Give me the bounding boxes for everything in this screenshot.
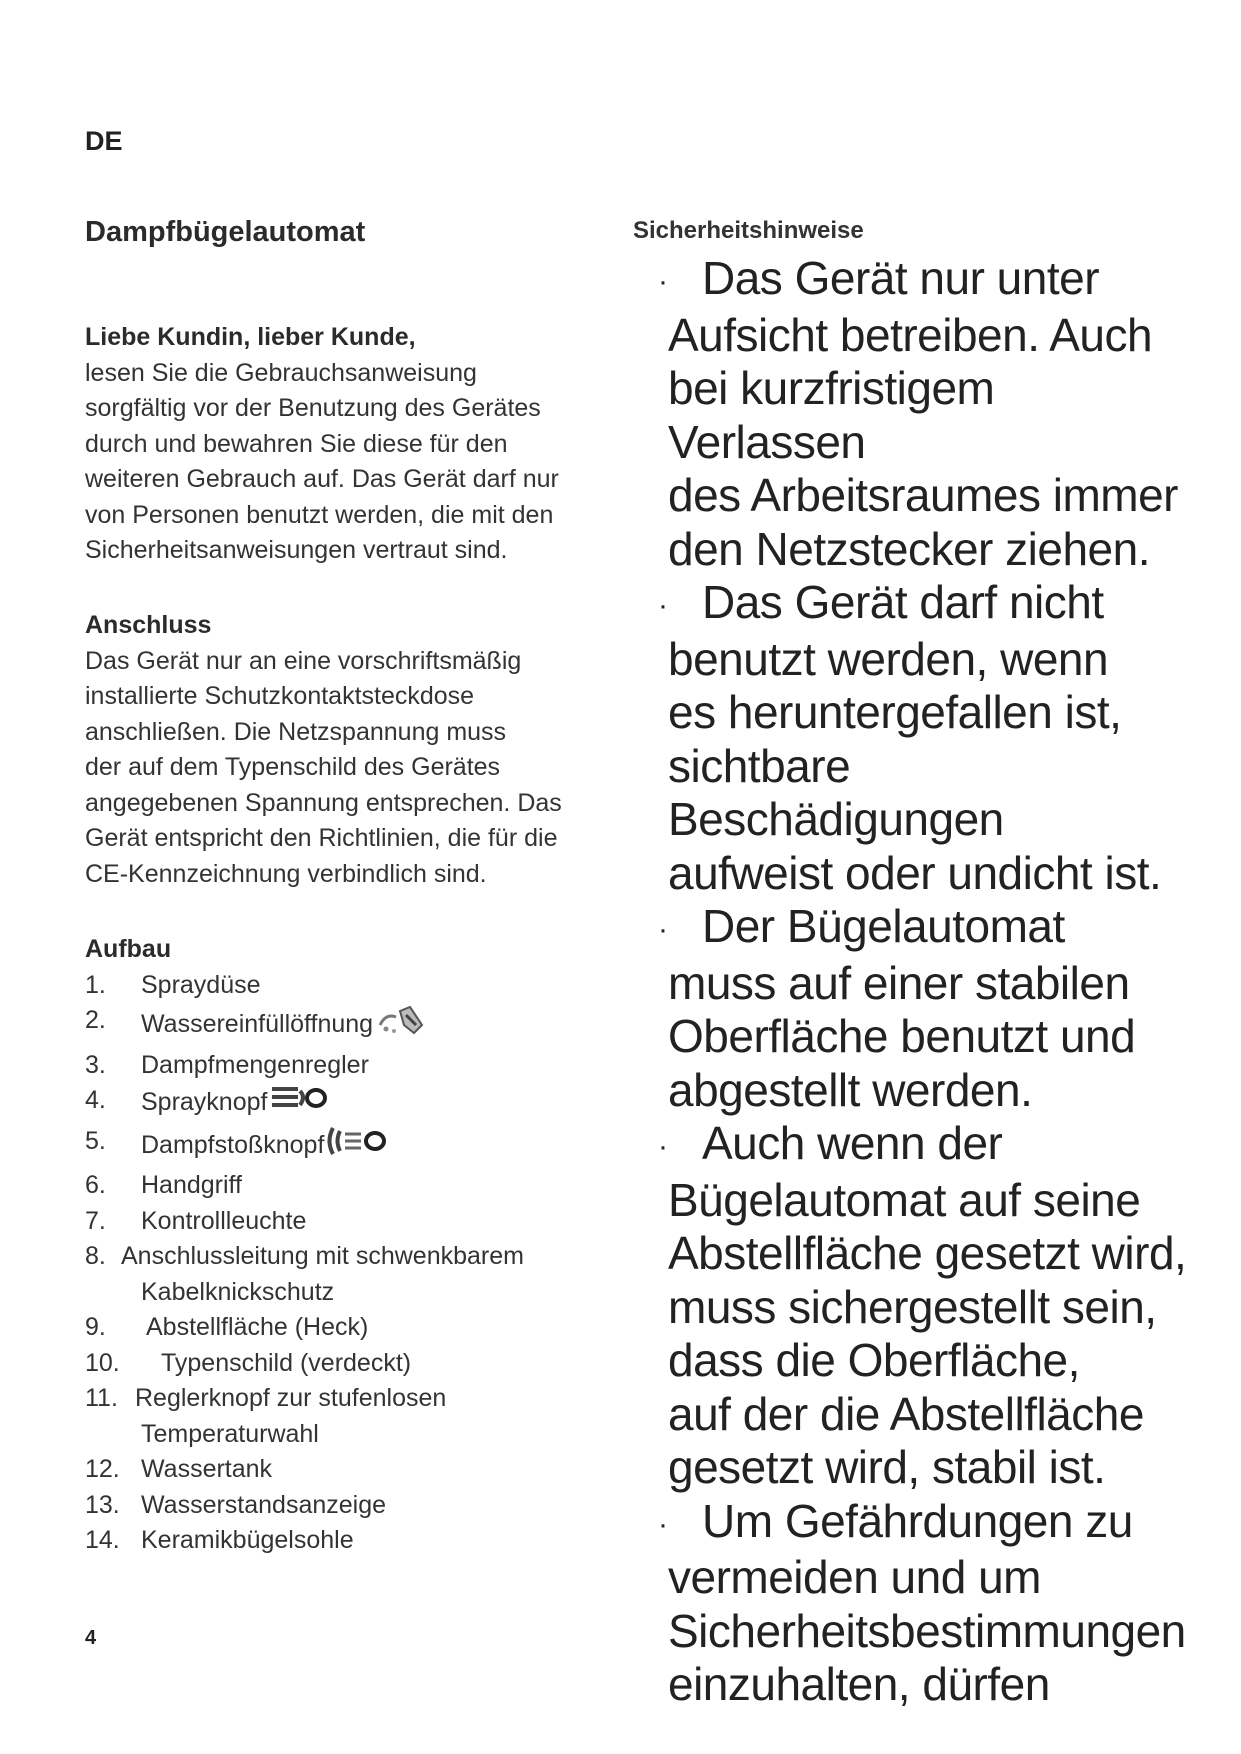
safety-line: bei kurzfristigem Verlassen [668,362,995,468]
part-label: Dampfmengenregler [141,1050,369,1079]
safety-line: Sicherheitsbestimmungen [668,1604,1186,1657]
part-number: 7. [85,1206,106,1235]
intro-line: von Personen benutzt werden, die mit den [85,500,554,529]
part-label: Abstellfläche (Heck) [146,1313,369,1341]
part-number: 6. [85,1171,106,1199]
list-item [85,1168,605,1204]
list-item [85,1488,605,1524]
safety-line: des Arbeitsraumes immer [668,469,1178,522]
part-number: 8. [85,1242,106,1270]
intro-line: weiteren Gebrauch auf. Das Gerät darf nur [85,465,559,493]
bullet-marker: · [658,589,668,623]
connection-line: angegebenen Spannung entsprechen. Das [85,788,562,817]
safety-line: den Netzstecker ziehen. [668,522,1150,575]
part-label: Sprayknopf [141,1087,268,1116]
safety-line: Der Bügelautomat [702,900,1065,953]
part-label: Typenschild (verdeckt) [161,1348,412,1377]
list-item [85,1003,605,1048]
spray-icon [270,1083,328,1124]
page-number: 4 [85,1627,97,1649]
construction-section [85,932,605,1559]
part-label-continued: Kabelknickschutz [141,1277,335,1306]
part-label: Handgriff [141,1171,242,1199]
list-item [85,1523,605,1559]
safety-line: aufweist oder undicht ist. [668,846,1162,899]
connection-heading: Anschluss [85,611,212,639]
part-number: 14. [85,1526,120,1554]
safety-line: sichtbare Beschädigungen [668,739,1004,846]
list-item [85,1083,605,1124]
safety-line: Abstellfläche gesetzt wird, [668,1227,1187,1280]
list-item [85,1310,605,1346]
list-item [85,1381,605,1452]
safety-line: abgestellt werden. [668,1063,1033,1116]
part-label-continued: Temperaturwahl [141,1419,319,1448]
part-number: 5. [85,1126,106,1155]
greeting: Liebe Kundin, lieber Kunde, [85,323,416,351]
bullet-marker: · [658,1507,668,1541]
safety-item [658,576,1188,633]
list-item [85,968,605,1004]
part-number: 1. [85,970,106,999]
part-label: Wasserstandsanzeige [141,1490,387,1519]
parts-list [85,968,605,1559]
list-item [85,1124,605,1169]
safety-item [658,1494,1188,1552]
construction-heading: Aufbau [85,935,172,963]
list-item [85,1452,605,1488]
bullet-marker: · [658,265,668,299]
connection-line: installierte Schutzkontaktsteckdose [85,682,475,710]
intro-line: Sicherheitsanweisungen vertraut sind. [85,536,508,564]
connection-line: anschließen. Die Netzspannung muss [85,717,507,746]
connection-line: der auf dem Typenschild des Gerätes [85,753,501,781]
safety-line: vermeiden und um [668,1551,1041,1604]
connection-line: Das Gerät nur an eine vorschriftsmäßig [85,646,522,675]
safety-line: auf der die Abstellfläche [668,1387,1144,1440]
safety-line: einzuhalten, dürfen [668,1658,1050,1711]
safety-line: Das Gerät darf nicht [702,576,1104,629]
bullet-marker: · [658,913,668,947]
safety-item [658,1117,1188,1174]
list-item [85,1346,605,1382]
language-code: DE [85,126,123,156]
list-item [85,1204,605,1240]
part-number: 11. [85,1384,118,1412]
safety-line: muss auf einer stabilen [668,956,1130,1009]
water-fill-icon [376,1003,428,1048]
safety-line: es heruntergefallen ist, [668,686,1122,739]
safety-item [658,900,1188,957]
intro-line: lesen Sie die Gebrauchsanweisung [85,358,477,387]
steam-burst-icon [327,1124,389,1169]
intro-line: durch und bewahren Sie diese für den [85,429,508,458]
safety-line: muss sichergestellt sein, [668,1280,1157,1333]
list-item [85,1048,605,1084]
document-title: Dampfbügelautomat [85,216,366,248]
connection-line: CE-Kennzeichnung verbindlich sind. [85,859,487,888]
safety-line: Oberfläche benutzt und [668,1010,1136,1063]
connection-line: Gerät entspricht den Richtlinien, die für die [85,824,558,852]
safety-line: benutzt werden, wenn [668,632,1109,685]
part-number: 4. [85,1086,106,1114]
part-label: Wassereinfüllöffnung [141,1009,374,1038]
list-item [85,1239,605,1310]
part-label: Spraydüse [141,970,261,999]
safety-line: Auch wenn der [702,1117,1003,1170]
part-number: 12. [85,1455,120,1483]
safety-item [658,252,1188,309]
part-label: Keramikbügelsohle [141,1526,354,1554]
intro-line: sorgfältig vor der Benutzung des Gerätes [85,394,541,422]
safety-line: Das Gerät nur unter [702,252,1100,304]
part-number: 10. [85,1348,120,1377]
part-label: Kontrollleuchte [141,1206,307,1235]
safety-line: dass die Oberfläche, [668,1334,1080,1387]
part-number: 13. [85,1490,120,1519]
part-label: Anschlussleitung mit schwenkbarem [121,1242,524,1270]
safety-line: Aufsicht betreiben. Auch [668,308,1153,361]
part-label: Reglerknopf zur stufenlosen [135,1384,447,1412]
part-number: 3. [85,1050,106,1079]
safety-notes [658,252,1188,1712]
safety-heading: Sicherheitshinweise [633,217,864,244]
part-number: 2. [85,1006,106,1034]
part-label: Wassertank [141,1455,273,1483]
connection-section [85,608,605,892]
intro-section [85,320,605,569]
bullet-marker: · [658,1130,668,1164]
part-number: 9. [85,1313,106,1341]
part-label: Dampfstoßknopf [141,1130,325,1159]
safety-line: Um Gefährdungen zu [702,1494,1133,1547]
safety-line: gesetzt wird, stabil ist. [668,1441,1106,1494]
safety-line: Bügelautomat auf seine [668,1173,1141,1226]
